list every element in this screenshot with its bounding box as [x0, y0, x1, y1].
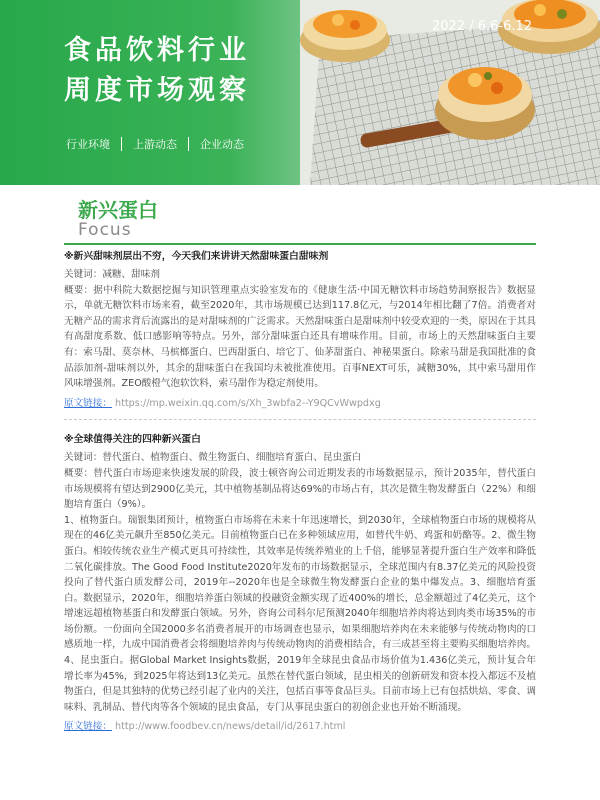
source-link-url[interactable]: https://mp.weixin.qq.com/s/Xh_3wbfa2--Y9QCvWwpdxg — [115, 397, 381, 409]
article-summary: 概要：据中科院大数据挖掘与知识管理重点实验室发布的《健康生活·中国无糖饮料市场趋势洞察报告》数据显示，单就无糖饮料市场来看，截至2020年，其市场规模已达到117.8亿元，与2014年相比翻了7倍。消费者对无糖产品的需求背后流露出的是对甜味剂的广泛需求。天然甜味蛋白是甜味剂中较受欢迎的一类，原因在于其具有高甜度系数、低口感影响等特点。另外，部分甜味蛋白还具有增味作用。目前，市场上的天然甜味蛋白主要有：索马甜、莫奈林、马槟榔蛋白、巴西甜蛋白、培它丁、仙茅甜蛋白、神秘果蛋白。除索马甜是我国批准的食品添加剂-甜味剂以外，其余的甜味蛋白在我国均未被批准使用。百事NEXT可乐，减糖30%，其中索马甜用作风味增强剂。ZEO酸橙气泡软饮料，索马甜作为稳定剂使用。 — [64, 284, 536, 390]
source-link-url[interactable]: http://www.foodbev.cn/news/detail/id/2617.html — [115, 721, 346, 733]
article-source — [64, 396, 536, 412]
nav-item-upstream[interactable]: 上游动态 — [133, 138, 177, 151]
banner-title-line2: 周度市场观察 — [64, 75, 250, 106]
nav-item-industry[interactable]: 行业环境 — [66, 138, 110, 151]
nav-item-company[interactable]: 企业动态 — [200, 138, 244, 151]
article-keywords: 关键词：减糖、甜味剂 — [64, 269, 160, 280]
section-underline — [64, 243, 536, 245]
article-title: ※全球值得关注的四种新兴蛋白 — [64, 434, 201, 446]
article-summary: 概要：替代蛋白市场迎来快速发展的阶段，波士顿咨询公司近期发表的市场数据显示，预计2035年，替代蛋白市场规模将有望达到2900亿美元，其中植物基制品将达69%的市场占有，其次是微生物发酵蛋白（22%）和细胞培育蛋白（9%）。 — [64, 467, 536, 511]
header-banner — [0, 0, 600, 185]
article-details: 1、植物蛋白。瑞银集团预计，植物蛋白市场将在未来十年迅速增长，到2030年，全球植物蛋白市场的规模将从现在的46亿美元飙升至850亿美元。目前植物蛋白已在多种领域应用，如替代牛奶、鸡蛋和奶酪等。2、微生物蛋白。相较传统农业生产模式更具可持续性，其效率是传统养殖业的上千倍，能够显著提升蛋白生产效率和降低二氧化碳排放。The Good Food Institute2020年发布的市场数据显示，全球范围内有8.37亿美元的风险投资投向了替代蛋白质发酵公司，2019年--2020年也是全球微生物发酵蛋白企业的集中爆发点。3、细胞培育蛋白。数据显示，2020年，细胞培养蛋白领域的投融资金额实现了近400%的增长，总金额超过了4亿美元，这个增速远超植物基蛋白和发酵蛋白领域。另外，咨询公司科尔尼预测2040年细胞培养肉将达到肉类市场35%的市场份额。一份面向全国2000多名消费者展开的市场调查也显示，如果细胞培养肉在未来能够与传统动物肉的口感质地一样，九成中国消费者会将细胞培养肉与传统动物肉的消费相结合，有三成甚至将主要购买细胞培养肉。4、昆虫蛋白。据Global Market Insights数据，2019年全球昆虫食品市场价值为1.436亿美元，预计复合年增长率为45%，到2025年将达到13亿美元。虽然在替代蛋白领域，昆虫相关的创新研发和资本投入都远不及植物蛋白，但是其独特的优势已经引起了业内的关注，包括百事等食品巨头。目前市场上已有包括烘焙、零食、调味料、乳制品、替代肉等各个领域的昆虫食品，专门从事昆虫蛋白的初创企业也开始不断涌现。 — [64, 514, 536, 713]
banner-title-line1: 食品饮料行业 — [64, 35, 250, 66]
article-title: ※新兴甜味剂层出不穷，今天我们来讲讲天然甜味蛋白甜味剂 — [64, 251, 329, 262]
section-subtitle: Focus — [78, 220, 132, 240]
source-link-label[interactable]: 原文链接： — [64, 721, 112, 733]
section-title: 新兴蛋白 — [78, 198, 158, 222]
article-divider — [64, 419, 536, 420]
article-keywords: 关键词：替代蛋白、植物蛋白、微生物蛋白、细胞培育蛋白、昆虫蛋白 — [64, 452, 362, 464]
article-list — [64, 247, 536, 735]
article — [64, 432, 536, 735]
article — [64, 249, 536, 411]
nav-separator — [188, 137, 189, 151]
source-link-label[interactable]: 原文链接： — [64, 397, 112, 409]
nav-separator — [121, 137, 122, 151]
article-source — [64, 719, 536, 735]
banner-nav — [66, 136, 244, 152]
report-date: 2022 / 6.6-6.12 — [432, 19, 533, 34]
